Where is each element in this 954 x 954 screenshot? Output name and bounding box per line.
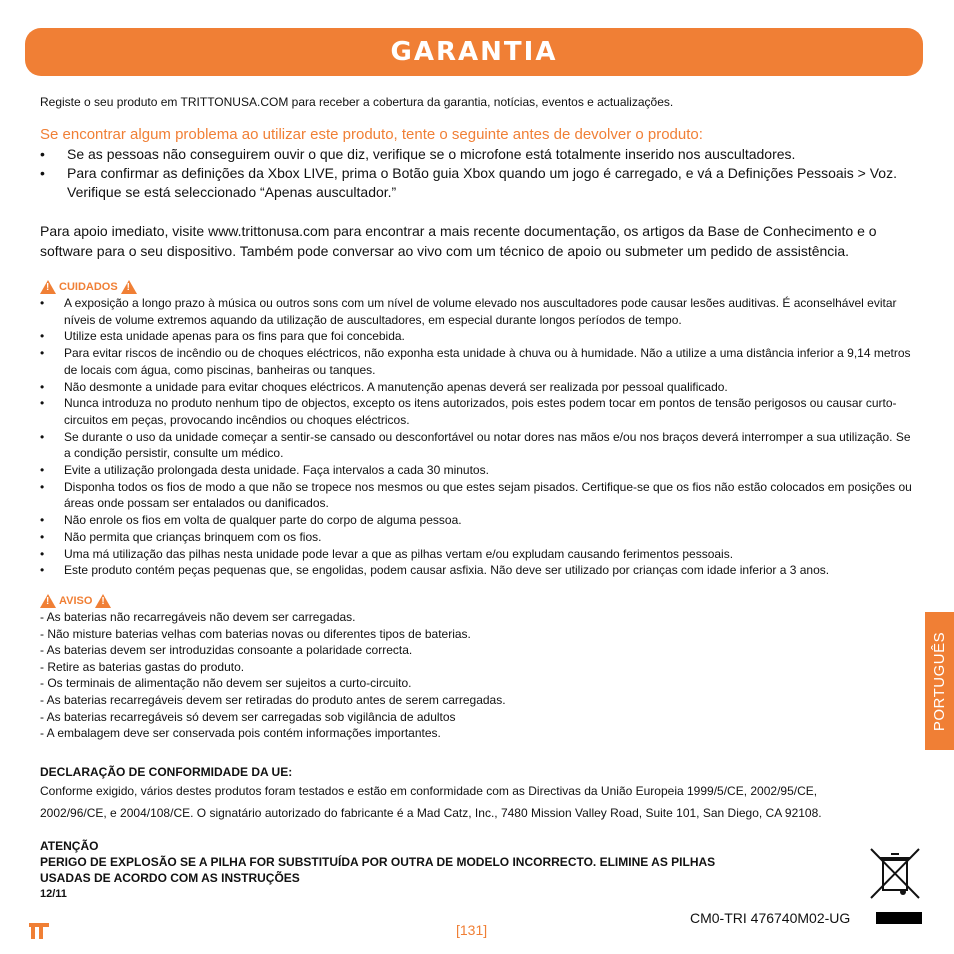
intro-text: Registe o seu produto em TRITTONUSA.COM para receber a cobertura da garantia, notícias, eventos e actualizações. xyxy=(40,95,674,109)
list-item: • Utilize esta unidade apenas para os fins para que foi concebida. xyxy=(40,328,914,345)
language-label: PORTUGUÊS xyxy=(931,631,948,731)
attention-heading: ATENÇÃO xyxy=(40,838,99,853)
warning-triangle-icon xyxy=(121,280,137,294)
list-item: • Para evitar riscos de incêndio ou de choques eléctricos, não exponha esta unidade à chuva ou à humidade. Não a utilize a uma distância inferior a 9,14 metros de locais com água, como piscinas, banheiras ou tanques. xyxy=(40,345,914,378)
trouble-heading: Se encontrar algum problema ao utilizar este produto, tente o seguinte antes de devolver o produto: xyxy=(40,126,703,143)
list-item: - A embalagem deve ser conservada pois contém informações importantes. xyxy=(40,726,441,741)
warning-triangle-icon xyxy=(40,594,56,608)
cautions-heading xyxy=(40,279,914,295)
attention-block xyxy=(40,838,820,902)
list-item: - Retire as baterias gastas do produto. xyxy=(40,659,245,674)
list-item: • Não permita que crianças brinquem com os fios. xyxy=(40,529,914,546)
attention-date: 12/11 xyxy=(40,887,67,900)
list-item: • Para confirmar as definições da Xbox LIVE, prima o Botão guia Xbox quando um jogo é carregado, e vá a Definições Pessoais > Voz. Verifique se está seleccionado “Apenas auscultador.” xyxy=(40,164,914,202)
list-item: - As baterias recarregáveis só devem ser carregadas sob vigilância de adultos xyxy=(40,709,456,724)
list-item: • Não enrole os fios em volta de qualquer parte do corpo de alguma pessoa. xyxy=(40,512,914,529)
list-item: • Evite a utilização prolongada desta unidade. Faça intervalos a cada 30 minutos. xyxy=(40,462,914,479)
black-bar xyxy=(876,912,922,924)
document-code: CM0-TRI 476740M02-UG xyxy=(690,910,851,926)
list-item: • Disponha todos os fios de modo a que não se tropece nos mesmos ou que estes sejam pisados. Certifique-se que os fios não estão colocados em posições ou áreas onde possam ser entalados ou danificados. xyxy=(40,479,914,512)
list-item: • Se durante o uso da unidade começar a sentir-se cansado ou desconfortável ou notar dores nas mãos e/ou nos braços deverá interromper a sua utilização. Se a condição persistir, consulte um médico. xyxy=(40,429,914,462)
warnings-heading xyxy=(40,593,914,609)
list-item: • Uma má utilização das pilhas nesta unidade pode levar a que as pilhas vertam e/ou expludam causando ferimentos pessoais. xyxy=(40,546,914,563)
header-banner xyxy=(25,28,923,76)
list-item: - As baterias não recarregáveis não devem ser carregadas. xyxy=(40,609,356,624)
declaration-line-2: 2002/96/CE, e 2004/108/CE. O signatário autorizado do fabricante é a Mad Catz, Inc., 7480 Mission Valley Road, Suite 101, San Diego, CA 92108. xyxy=(40,805,822,820)
list-item: • A exposição a longo prazo à música ou outros sons com um nível de volume elevado nos auscultadores pode causar lesões auditivas. É aconselhável evitar níveis de volume extremos aquando da utilização de auscultadores, em especial durante longos períodos de tempo. xyxy=(40,295,914,328)
list-item: • Este produto contém peças pequenas que, se engolidas, podem causar asfixia. Não deve ser utilizado por crianças com idade inferior a 3 anos. xyxy=(40,562,914,579)
attention-line-2: USADAS DE ACORDO COM AS INSTRUÇÕES xyxy=(40,870,300,885)
language-tab xyxy=(925,612,954,750)
list-item: • Nunca introduza no produto nenhum tipo de objectos, excepto os itens autorizados, pois estes podem tocar em pontos de tensão perigosos ou causar curto-circuitos em peças, provocando incêndios ou choques eléctricos. xyxy=(40,395,914,428)
crossed-bin-icon xyxy=(868,846,922,904)
cautions-list xyxy=(40,295,914,579)
list-item: - As baterias recarregáveis devem ser retiradas do produto antes de serem carregadas. xyxy=(40,692,506,707)
list-item: - Os terminais de alimentação não devem ser sujeitos a curto-circuito. xyxy=(40,676,412,691)
list-item: • Se as pessoas não conseguirem ouvir o que diz, verifique se o microfone está totalmente inserido nos auscultadores. xyxy=(40,145,914,164)
trouble-list xyxy=(40,145,914,202)
declaration-line-1: Conforme exigido, vários destes produtos foram testados e estão em conformidade com as Directivas da União Europeia 1999/5/CE, 2002/95/CE, xyxy=(40,783,818,798)
tritton-logo-icon xyxy=(28,922,50,940)
declaration-heading: DECLARAÇÃO DE CONFORMIDADE DA UE: xyxy=(40,764,293,779)
warning-triangle-icon xyxy=(40,280,56,294)
warnings-label: AVISO xyxy=(59,594,93,607)
support-text: Para apoio imediato, visite www.trittonusa.com para encontrar a mais recente documentação, os artigos da Base de Conhecimento e o software para o seu dispositivo. Também pode conversar ao vivo com um técnico de apoio ou submeter um pedido de assistência. xyxy=(40,223,877,259)
warning-triangle-icon xyxy=(95,594,111,608)
page-number: [131] xyxy=(456,922,488,938)
main-content xyxy=(40,94,914,902)
page-title: GARANTIA xyxy=(390,37,558,67)
list-item: • Não desmonte a unidade para evitar choques eléctricos. A manutenção apenas deverá ser realizada por pessoal qualificado. xyxy=(40,379,914,396)
list-item: - As baterias devem ser introduzidas consoante a polaridade correcta. xyxy=(40,643,413,658)
attention-line-1: PERIGO DE EXPLOSÃO SE A PILHA FOR SUBSTITUÍDA POR OUTRA DE MODELO INCORRECTO. ELIMINE AS PILHAS xyxy=(40,854,716,869)
list-item: - Não misture baterias velhas com baterias novas ou diferentes tipos de baterias. xyxy=(40,626,471,641)
cautions-label: CUIDADOS xyxy=(59,281,118,293)
warnings-list xyxy=(40,609,914,742)
